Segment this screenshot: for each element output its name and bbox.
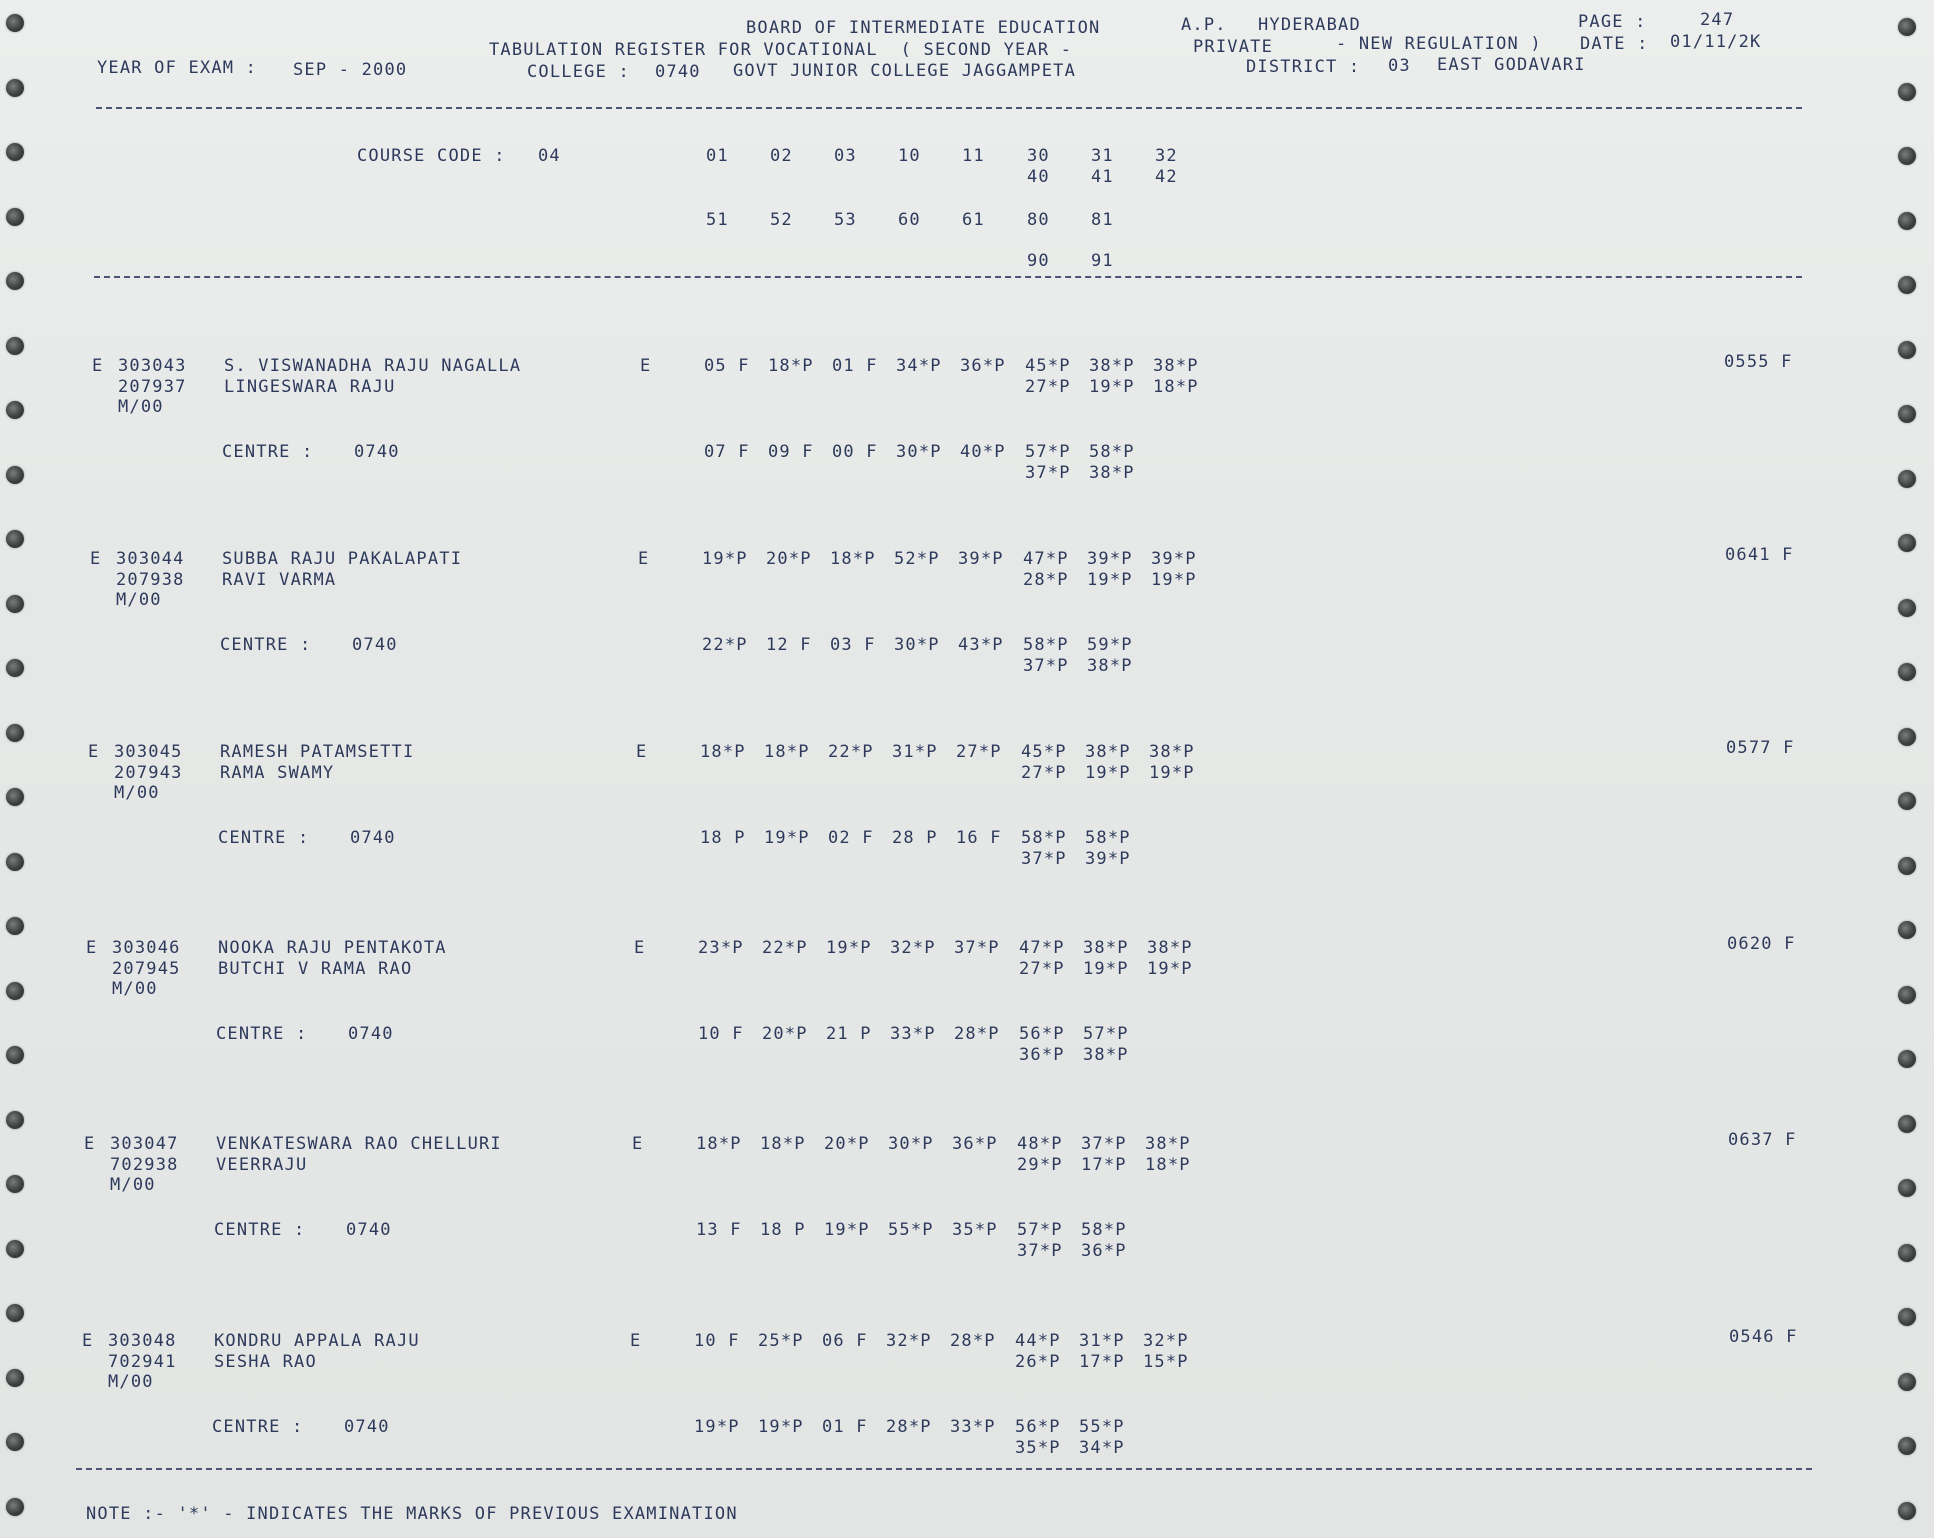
- state-name: A.P.: [1181, 15, 1227, 35]
- medium-code: E: [86, 938, 98, 958]
- district-code: 03: [1388, 56, 1411, 76]
- subject-mark: 33*P: [950, 1417, 996, 1437]
- tractor-hole: [6, 401, 24, 419]
- subject-code: 80: [1027, 210, 1050, 230]
- tractor-hole: [1898, 405, 1916, 423]
- subject-code: 90: [1027, 251, 1050, 271]
- subject-mark: 20*P: [766, 549, 812, 569]
- tractor-hole: [6, 143, 24, 161]
- subject-mark: 31*P: [1079, 1331, 1125, 1351]
- subject-mark: 56*P: [1015, 1417, 1061, 1437]
- subject-mark: 38*P: [1083, 938, 1129, 958]
- subject-mark: 19*P: [1087, 570, 1133, 590]
- subject-mark: 07 F: [704, 442, 750, 462]
- subject-mark: 09 F: [768, 442, 814, 462]
- student-name: VENKATESWARA RAO CHELLURI: [216, 1134, 502, 1154]
- subject-mark: 37*P: [954, 938, 1000, 958]
- year-label: YEAR OF EXAM :: [97, 58, 258, 78]
- subject-mark: 36*P: [1081, 1241, 1127, 1261]
- tractor-hole: [6, 14, 24, 32]
- tractor-hole: [1898, 147, 1916, 165]
- subject-mark: 40*P: [960, 442, 1006, 462]
- subject-mark: 18*P: [764, 742, 810, 762]
- college-name: GOVT JUNIOR COLLEGE JAGGAMPETA: [733, 61, 1077, 81]
- tractor-hole: [6, 530, 24, 548]
- subject-mark: 39*P: [1151, 549, 1197, 569]
- subject-mark: 18*P: [700, 742, 746, 762]
- tractor-hole: [1898, 470, 1916, 488]
- registration-number: 207945: [112, 959, 181, 979]
- subject-mark: 55*P: [1079, 1417, 1125, 1437]
- tractor-hole: [6, 1240, 24, 1258]
- subject-mark: 39*P: [1085, 849, 1131, 869]
- language-code: E: [630, 1331, 642, 1351]
- father-name: SESHA RAO: [214, 1352, 317, 1372]
- tractor-hole: [6, 466, 24, 484]
- hall-ticket-number: 303043: [118, 356, 187, 376]
- tractor-hole: [6, 1111, 24, 1129]
- language-code: E: [640, 356, 652, 376]
- sex-code: M/00: [114, 783, 160, 803]
- course-code-label: COURSE CODE :: [357, 146, 506, 166]
- centre-label: CENTRE :: [214, 1220, 306, 1240]
- subject-mark: 34*P: [1079, 1438, 1125, 1458]
- subject-mark: 48*P: [1017, 1134, 1063, 1154]
- subject-mark: 35*P: [1015, 1438, 1061, 1458]
- subject-mark: 43*P: [958, 635, 1004, 655]
- subject-mark: 15*P: [1143, 1352, 1189, 1372]
- centre-label: CENTRE :: [220, 635, 312, 655]
- tractor-hole: [1898, 341, 1916, 359]
- subject-code: 32: [1155, 146, 1178, 166]
- tractor-hole: [6, 659, 24, 677]
- total-result: 0641 F: [1725, 545, 1794, 565]
- subject-mark: 18*P: [696, 1134, 742, 1154]
- subject-mark: 30*P: [888, 1134, 934, 1154]
- hall-ticket-number: 303048: [108, 1331, 177, 1351]
- student-name: S. VISWANADHA RAJU NAGALLA: [224, 356, 522, 376]
- subject-mark: 39*P: [958, 549, 1004, 569]
- centre-code: 0740: [346, 1220, 392, 1240]
- hall-ticket-number: 303045: [114, 742, 183, 762]
- subject-mark: 39*P: [1087, 549, 1133, 569]
- subject-mark: 27*P: [1025, 377, 1071, 397]
- centre-label: CENTRE :: [218, 828, 310, 848]
- subject-mark: 31*P: [892, 742, 938, 762]
- subject-mark: 35*P: [952, 1220, 998, 1240]
- tractor-hole: [6, 982, 24, 1000]
- tractor-hole: [1898, 1244, 1916, 1262]
- subject-code: 81: [1091, 210, 1114, 230]
- subject-mark: 38*P: [1089, 356, 1135, 376]
- subject-mark: 38*P: [1087, 656, 1133, 676]
- subject-code: 40: [1027, 167, 1050, 187]
- subject-mark: 28*P: [950, 1331, 996, 1351]
- register-title: TABULATION REGISTER FOR VOCATIONAL ( SECOND YEAR -: [489, 40, 1073, 60]
- subject-mark: 18*P: [830, 549, 876, 569]
- subject-mark: 19*P: [702, 549, 748, 569]
- father-name: BUTCHI V RAMA RAO: [218, 959, 413, 979]
- tractor-hole: [1898, 1437, 1916, 1455]
- medium-code: E: [92, 356, 104, 376]
- subject-mark: 10 F: [694, 1331, 740, 1351]
- father-name: RAVI VARMA: [222, 570, 337, 590]
- total-result: 0637 F: [1728, 1130, 1797, 1150]
- tractor-hole: [6, 1175, 24, 1193]
- subject-code: 11: [962, 146, 985, 166]
- subject-mark: 03 F: [830, 635, 876, 655]
- subject-mark: 22*P: [702, 635, 748, 655]
- subject-mark: 47*P: [1019, 938, 1065, 958]
- subject-mark: 19*P: [694, 1417, 740, 1437]
- registration-number: 702938: [110, 1155, 179, 1175]
- student-name: KONDRU APPALA RAJU: [214, 1331, 420, 1351]
- college-code: 0740: [655, 62, 701, 82]
- tractor-hole: [6, 337, 24, 355]
- top-divider: [96, 107, 1802, 109]
- subject-mark: 19*P: [1149, 763, 1195, 783]
- tractor-hole: [6, 724, 24, 742]
- medium-code: E: [84, 1134, 96, 1154]
- subject-mark: 32*P: [1143, 1331, 1189, 1351]
- tractor-hole: [1898, 1050, 1916, 1068]
- subject-mark: 58*P: [1089, 442, 1135, 462]
- subject-mark: 20*P: [762, 1024, 808, 1044]
- subject-mark: 01 F: [822, 1417, 868, 1437]
- header-divider: [94, 276, 1802, 278]
- tractor-hole: [1898, 921, 1916, 939]
- subject-code: 91: [1091, 251, 1114, 271]
- tractor-hole: [6, 1498, 24, 1516]
- subject-mark: 19*P: [1151, 570, 1197, 590]
- subject-mark: 36*P: [1019, 1045, 1065, 1065]
- subject-mark: 37*P: [1025, 463, 1071, 483]
- subject-mark: 47*P: [1023, 549, 1069, 569]
- centre-label: CENTRE :: [212, 1417, 304, 1437]
- subject-mark: 19*P: [1089, 377, 1135, 397]
- medium-code: E: [88, 742, 100, 762]
- subject-mark: 59*P: [1087, 635, 1133, 655]
- subject-code: 42: [1155, 167, 1178, 187]
- subject-mark: 17*P: [1081, 1155, 1127, 1175]
- father-name: RAMA SWAMY: [220, 763, 335, 783]
- language-code: E: [632, 1134, 644, 1154]
- subject-mark: 18 P: [700, 828, 746, 848]
- subject-mark: 27*P: [1021, 763, 1067, 783]
- registration-number: 207937: [118, 377, 187, 397]
- tractor-hole: [1898, 857, 1916, 875]
- subject-mark: 38*P: [1089, 463, 1135, 483]
- subject-mark: 28 P: [892, 828, 938, 848]
- sex-code: M/00: [118, 397, 164, 417]
- subject-mark: 57*P: [1017, 1220, 1063, 1240]
- tractor-hole: [1898, 792, 1916, 810]
- subject-code: 51: [706, 210, 729, 230]
- course-code-value: 04: [538, 146, 561, 166]
- subject-code: 61: [962, 210, 985, 230]
- total-result: 0620 F: [1727, 934, 1796, 954]
- tractor-hole: [1898, 534, 1916, 552]
- hall-ticket-number: 303047: [110, 1134, 179, 1154]
- tractor-hole: [6, 79, 24, 97]
- district-name: EAST GODAVARI: [1437, 55, 1586, 75]
- subject-mark: 38*P: [1149, 742, 1195, 762]
- subject-code: 31: [1091, 146, 1114, 166]
- subject-mark: 57*P: [1025, 442, 1071, 462]
- subject-mark: 38*P: [1153, 356, 1199, 376]
- subject-mark: 16 F: [956, 828, 1002, 848]
- tractor-hole: [1898, 599, 1916, 617]
- subject-code: 01: [706, 146, 729, 166]
- subject-mark: 58*P: [1023, 635, 1069, 655]
- subject-code: 02: [770, 146, 793, 166]
- subject-code: 52: [770, 210, 793, 230]
- tractor-hole: [6, 1369, 24, 1387]
- subject-mark: 28*P: [1023, 570, 1069, 590]
- father-name: VEERRAJU: [216, 1155, 308, 1175]
- tractor-hole: [1898, 276, 1916, 294]
- centre-label: CENTRE :: [222, 442, 314, 462]
- subject-mark: 58*P: [1081, 1220, 1127, 1240]
- subject-mark: 32*P: [886, 1331, 932, 1351]
- subject-mark: 38*P: [1085, 742, 1131, 762]
- subject-code: 10: [898, 146, 921, 166]
- subject-mark: 13 F: [696, 1220, 742, 1240]
- registration-number: 207943: [114, 763, 183, 783]
- language-code: E: [636, 742, 648, 762]
- tractor-hole: [1898, 1115, 1916, 1133]
- tractor-hole: [1898, 83, 1916, 101]
- tractor-hole: [1898, 1308, 1916, 1326]
- subject-mark: 44*P: [1015, 1331, 1061, 1351]
- language-code: E: [634, 938, 646, 958]
- subject-mark: 05 F: [704, 356, 750, 376]
- subject-mark: 30*P: [896, 442, 942, 462]
- subject-mark: 23*P: [698, 938, 744, 958]
- subject-mark: 29*P: [1017, 1155, 1063, 1175]
- tractor-hole: [1898, 986, 1916, 1004]
- subject-mark: 18*P: [760, 1134, 806, 1154]
- sex-code: M/00: [108, 1372, 154, 1392]
- father-name: LINGESWARA RAJU: [224, 377, 396, 397]
- tractor-hole: [6, 208, 24, 226]
- subject-mark: 38*P: [1083, 1045, 1129, 1065]
- exam-category: PRIVATE: [1193, 37, 1274, 57]
- centre-code: 0740: [348, 1024, 394, 1044]
- subject-mark: 19*P: [826, 938, 872, 958]
- tractor-hole: [6, 917, 24, 935]
- subject-mark: 25*P: [758, 1331, 804, 1351]
- bottom-divider: [76, 1468, 1812, 1470]
- date-value: 01/11/2K: [1670, 32, 1762, 52]
- tractor-hole: [6, 595, 24, 613]
- city-name: HYDERABAD: [1258, 15, 1361, 35]
- subject-mark: 18*P: [768, 356, 814, 376]
- student-name: NOOKA RAJU PENTAKOTA: [218, 938, 447, 958]
- subject-mark: 22*P: [828, 742, 874, 762]
- tractor-hole: [6, 272, 24, 290]
- centre-code: 0740: [352, 635, 398, 655]
- centre-code: 0740: [344, 1417, 390, 1437]
- subject-mark: 52*P: [894, 549, 940, 569]
- language-code: E: [638, 549, 650, 569]
- subject-mark: 18*P: [1145, 1155, 1191, 1175]
- subject-code: 03: [834, 146, 857, 166]
- subject-mark: 38*P: [1147, 938, 1193, 958]
- tractor-hole: [1898, 1373, 1916, 1391]
- tractor-hole: [1898, 18, 1916, 36]
- board-name: BOARD OF INTERMEDIATE EDUCATION: [746, 18, 1101, 38]
- left-tractor-holes: [6, 0, 28, 1538]
- subject-mark: 27*P: [1019, 959, 1065, 979]
- tractor-hole: [1898, 663, 1916, 681]
- subject-mark: 10 F: [698, 1024, 744, 1044]
- total-result: 0577 F: [1726, 738, 1795, 758]
- subject-mark: 19*P: [1147, 959, 1193, 979]
- subject-mark: 37*P: [1021, 849, 1067, 869]
- total-result: 0546 F: [1729, 1327, 1798, 1347]
- subject-mark: 38*P: [1145, 1134, 1191, 1154]
- subject-mark: 22*P: [762, 938, 808, 958]
- subject-mark: 20*P: [824, 1134, 870, 1154]
- date-label: DATE :: [1580, 34, 1649, 54]
- registration-number: 702941: [108, 1352, 177, 1372]
- tractor-hole: [6, 788, 24, 806]
- tractor-hole: [1898, 1179, 1916, 1197]
- subject-mark: 30*P: [894, 635, 940, 655]
- student-name: RAMESH PATAMSETTI: [220, 742, 415, 762]
- year-value: SEP - 2000: [293, 60, 408, 80]
- subject-mark: 19*P: [1085, 763, 1131, 783]
- subject-code: 60: [898, 210, 921, 230]
- medium-code: E: [82, 1331, 94, 1351]
- subject-mark: 37*P: [1081, 1134, 1127, 1154]
- subject-mark: 56*P: [1019, 1024, 1065, 1044]
- tractor-hole: [1898, 1502, 1916, 1520]
- subject-code: 53: [834, 210, 857, 230]
- centre-code: 0740: [354, 442, 400, 462]
- subject-mark: 19*P: [758, 1417, 804, 1437]
- subject-mark: 57*P: [1083, 1024, 1129, 1044]
- district-label: DISTRICT :: [1246, 57, 1361, 77]
- subject-mark: 28*P: [886, 1417, 932, 1437]
- subject-mark: 18*P: [1153, 377, 1199, 397]
- tractor-hole: [6, 1304, 24, 1322]
- subject-mark: 45*P: [1025, 356, 1071, 376]
- sex-code: M/00: [112, 979, 158, 999]
- sex-code: M/00: [116, 590, 162, 610]
- subject-mark: 26*P: [1015, 1352, 1061, 1372]
- subject-mark: 19*P: [824, 1220, 870, 1240]
- centre-label: CENTRE :: [216, 1024, 308, 1044]
- hall-ticket-number: 303044: [116, 549, 185, 569]
- registration-number: 207938: [116, 570, 185, 590]
- subject-mark: 58*P: [1021, 828, 1067, 848]
- subject-mark: 34*P: [896, 356, 942, 376]
- sex-code: M/00: [110, 1175, 156, 1195]
- subject-mark: 02 F: [828, 828, 874, 848]
- student-name: SUBBA RAJU PAKALAPATI: [222, 549, 463, 569]
- subject-mark: 01 F: [832, 356, 878, 376]
- subject-mark: 33*P: [890, 1024, 936, 1044]
- subject-mark: 00 F: [832, 442, 878, 462]
- subject-code: 41: [1091, 167, 1114, 187]
- page-label: PAGE :: [1578, 12, 1647, 32]
- subject-mark: 18 P: [760, 1220, 806, 1240]
- subject-mark: 19*P: [1083, 959, 1129, 979]
- subject-mark: 36*P: [960, 356, 1006, 376]
- tractor-hole: [6, 1433, 24, 1451]
- subject-mark: 36*P: [952, 1134, 998, 1154]
- subject-mark: 06 F: [822, 1331, 868, 1351]
- centre-code: 0740: [350, 828, 396, 848]
- subject-mark: 37*P: [1017, 1241, 1063, 1261]
- subject-mark: 32*P: [890, 938, 936, 958]
- tractor-hole: [6, 1046, 24, 1064]
- subject-mark: 45*P: [1021, 742, 1067, 762]
- subject-mark: 28*P: [954, 1024, 1000, 1044]
- subject-mark: 12 F: [766, 635, 812, 655]
- page-number: 247: [1700, 10, 1735, 30]
- tractor-hole: [1898, 212, 1916, 230]
- subject-code: 30: [1027, 146, 1050, 166]
- subject-mark: 37*P: [1023, 656, 1069, 676]
- hall-ticket-number: 303046: [112, 938, 181, 958]
- subject-mark: 19*P: [764, 828, 810, 848]
- tractor-hole: [1898, 728, 1916, 746]
- tractor-hole: [6, 853, 24, 871]
- subject-mark: 27*P: [956, 742, 1002, 762]
- footnote: NOTE :- '*' - INDICATES THE MARKS OF PREVIOUS EXAMINATION: [86, 1504, 738, 1524]
- total-result: 0555 F: [1724, 352, 1793, 372]
- regulation-label: - NEW REGULATION ): [1336, 34, 1542, 54]
- medium-code: E: [90, 549, 102, 569]
- subject-mark: 21 P: [826, 1024, 872, 1044]
- college-label: COLLEGE :: [527, 62, 630, 82]
- subject-mark: 55*P: [888, 1220, 934, 1240]
- subject-mark: 58*P: [1085, 828, 1131, 848]
- right-tractor-holes: [1898, 0, 1920, 1538]
- subject-mark: 17*P: [1079, 1352, 1125, 1372]
